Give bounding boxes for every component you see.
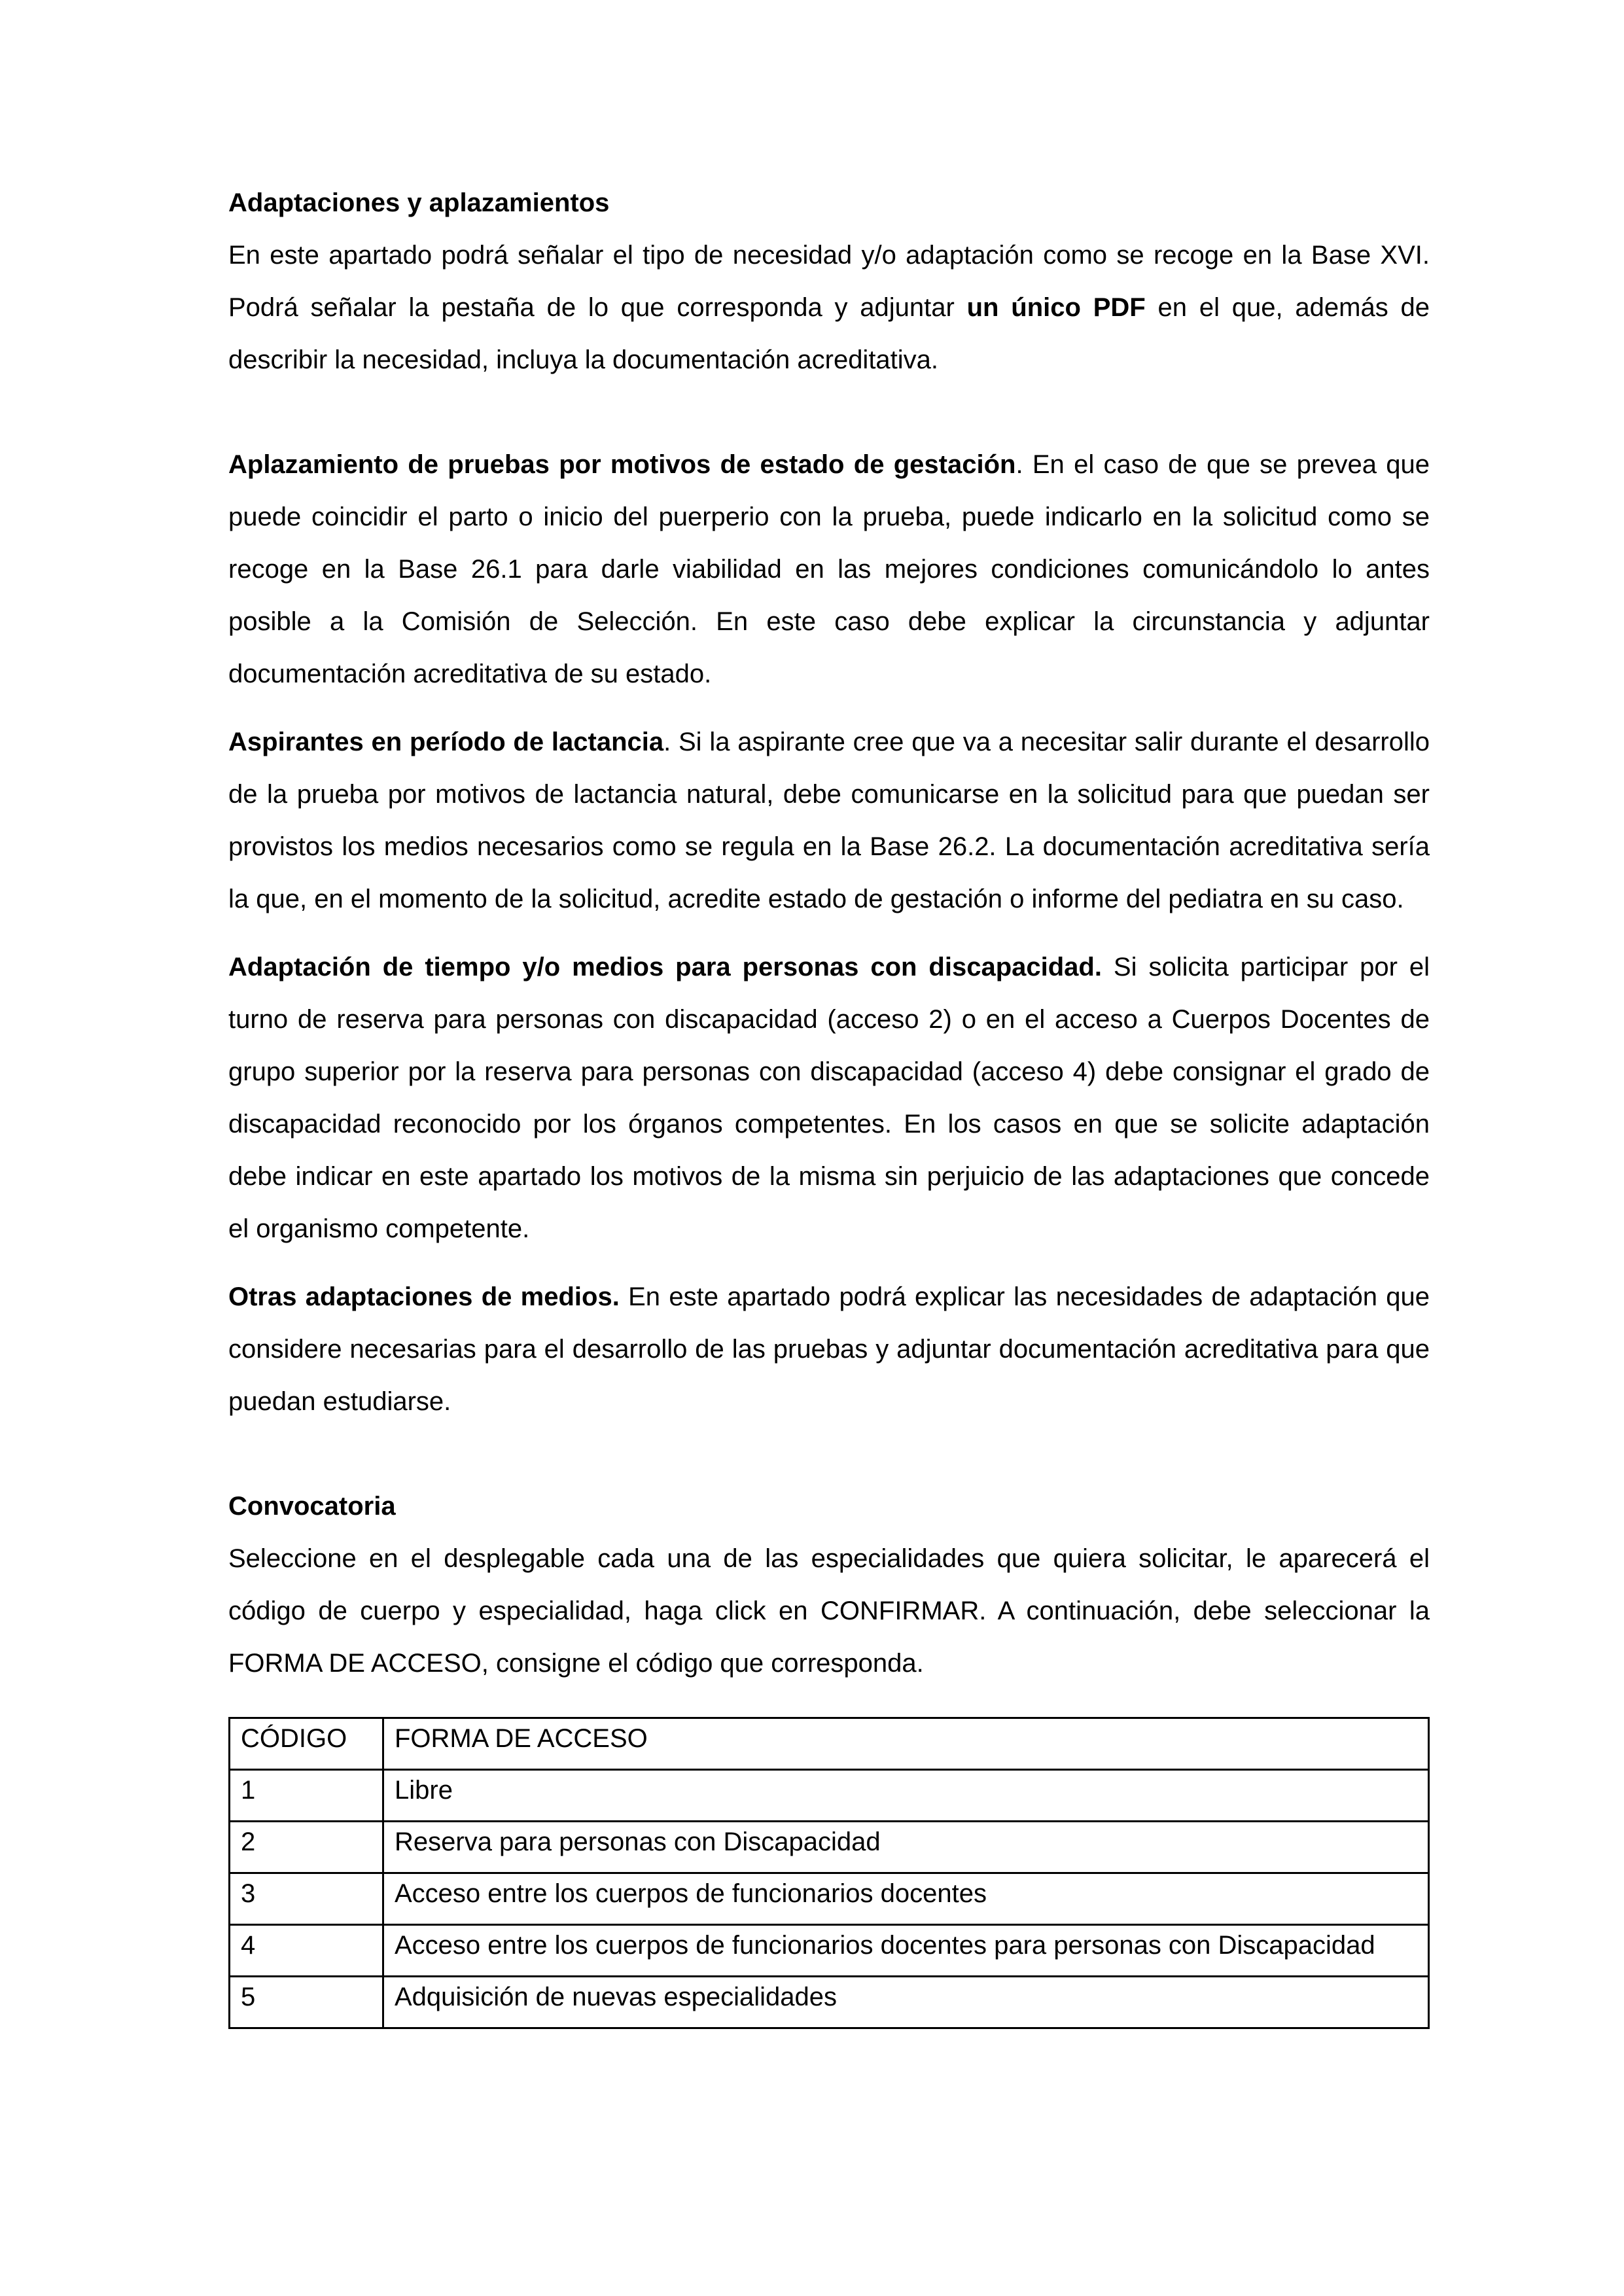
access-table [228, 1717, 1430, 2029]
document-page [228, 177, 1430, 2029]
spacer [228, 1428, 1430, 1480]
table-header-row [230, 1718, 1429, 1770]
table-cell-label: Acceso entre los cuerpos de funcionarios docentes para personas con Discapacidad [383, 1925, 1429, 1977]
paragraph-otras-text: En este apartado podrá explicar las necesidades de adaptación que considere necesarias para el desarrollo de las pruebas y adjuntar documentación acreditativa para que puedan estudiarse. [228, 1282, 1430, 1416]
paragraph-lactancia-lead: Aspirantes en período de lactancia [228, 728, 664, 756]
paragraph-adaptaciones-end: en el que, además de describir la necesidad, incluya la documentación acreditativa. [228, 293, 1430, 374]
paragraph-otras [228, 1271, 1430, 1428]
table-header-label: FORMA DE ACCESO [383, 1718, 1429, 1770]
spacer [228, 386, 1430, 438]
paragraph-lactancia-text: . Si la aspirante cree que va a necesitar salir durante el desarrollo de la prueba por motivos de lactancia natural, debe comunicarse en la solicitud para que puedan ser provistos los medios necesarios como se regula en la Base 26.2. La documentación acreditativa sería la que, en el momento de la solicitud, acredite estado de gestación o informe del pediatra en su caso. [228, 728, 1430, 913]
table-row [230, 1925, 1429, 1977]
table-cell-code: 5 [230, 1977, 383, 2028]
section-title-adaptaciones: Adaptaciones y aplazamientos [228, 188, 610, 217]
paragraph-discapacidad-lead: Adaptación de tiempo y/o medios para personas con discapacidad. [228, 953, 1102, 981]
table-cell-code: 4 [230, 1925, 383, 1977]
spacer [228, 925, 1430, 941]
paragraph-convocatoria: Seleccione en el desplegable cada una de las especialidades que quiera solicitar, le aparecerá el código de cuerpo y especialidad, haga click en CONFIRMAR. A continuación, debe seleccionar la FORMA DE ACCESO, consigne el código que corresponda. [228, 1544, 1430, 1678]
spacer [228, 700, 1430, 716]
table-row [230, 1822, 1429, 1873]
paragraph-otras-lead: Otras adaptaciones de medios. [228, 1282, 620, 1311]
paragraph-adaptaciones-text: En este apartado podrá señalar el tipo de necesidad y/o adaptación como se recoge en la Base XVI. Podrá señalar la pestaña de lo que corresponda y adjuntar [228, 241, 1430, 322]
table-header-code: CÓDIGO [230, 1718, 383, 1770]
section-title-convocatoria: Convocatoria [228, 1492, 396, 1521]
paragraph-adaptaciones-bold: un único PDF [966, 293, 1146, 322]
table-cell-code: 1 [230, 1770, 383, 1822]
paragraph-adaptaciones [228, 229, 1430, 386]
table-cell-label: Adquisición de nuevas especialidades [383, 1977, 1429, 2028]
paragraph-discapacidad-text: Si solicita participar por el turno de reserva para personas con discapacidad (acceso 2) o en el acceso a Cuerpos Docentes de grupo superior por la reserva para personas con discapacidad (acceso 4) debe consignar el grado de discapacidad reconocido por los órganos competentes. En los casos en que se solicite adaptación debe indicar en este apartado los motivos de la misma sin perjuicio de las adaptaciones que concede el organismo competente. [228, 953, 1430, 1243]
paragraph-discapacidad [228, 941, 1430, 1255]
table-cell-code: 3 [230, 1873, 383, 1925]
table-cell-label: Libre [383, 1770, 1429, 1822]
table-cell-label: Acceso entre los cuerpos de funcionarios docentes [383, 1873, 1429, 1925]
table-cell-label: Reserva para personas con Discapacidad [383, 1822, 1429, 1873]
table-cell-code: 2 [230, 1822, 383, 1873]
table-row [230, 1873, 1429, 1925]
paragraph-aplazamiento [228, 438, 1430, 700]
paragraph-aplazamiento-text: . En el caso de que se prevea que puede coincidir el parto o inicio del puerperio con la prueba, puede indicarlo en la solicitud como se recoge en la Base 26.1 para darle viabilidad en las mejores condiciones comunicándolo lo antes posible a la Comisión de Selección. En este caso debe explicar la circunstancia y adjuntar documentación acreditativa de su estado. [228, 450, 1430, 688]
paragraph-aplazamiento-lead: Aplazamiento de pruebas por motivos de estado de gestación [228, 450, 1016, 479]
spacer [228, 1255, 1430, 1271]
table-row [230, 1770, 1429, 1822]
paragraph-lactancia [228, 716, 1430, 925]
table-row [230, 1977, 1429, 2028]
